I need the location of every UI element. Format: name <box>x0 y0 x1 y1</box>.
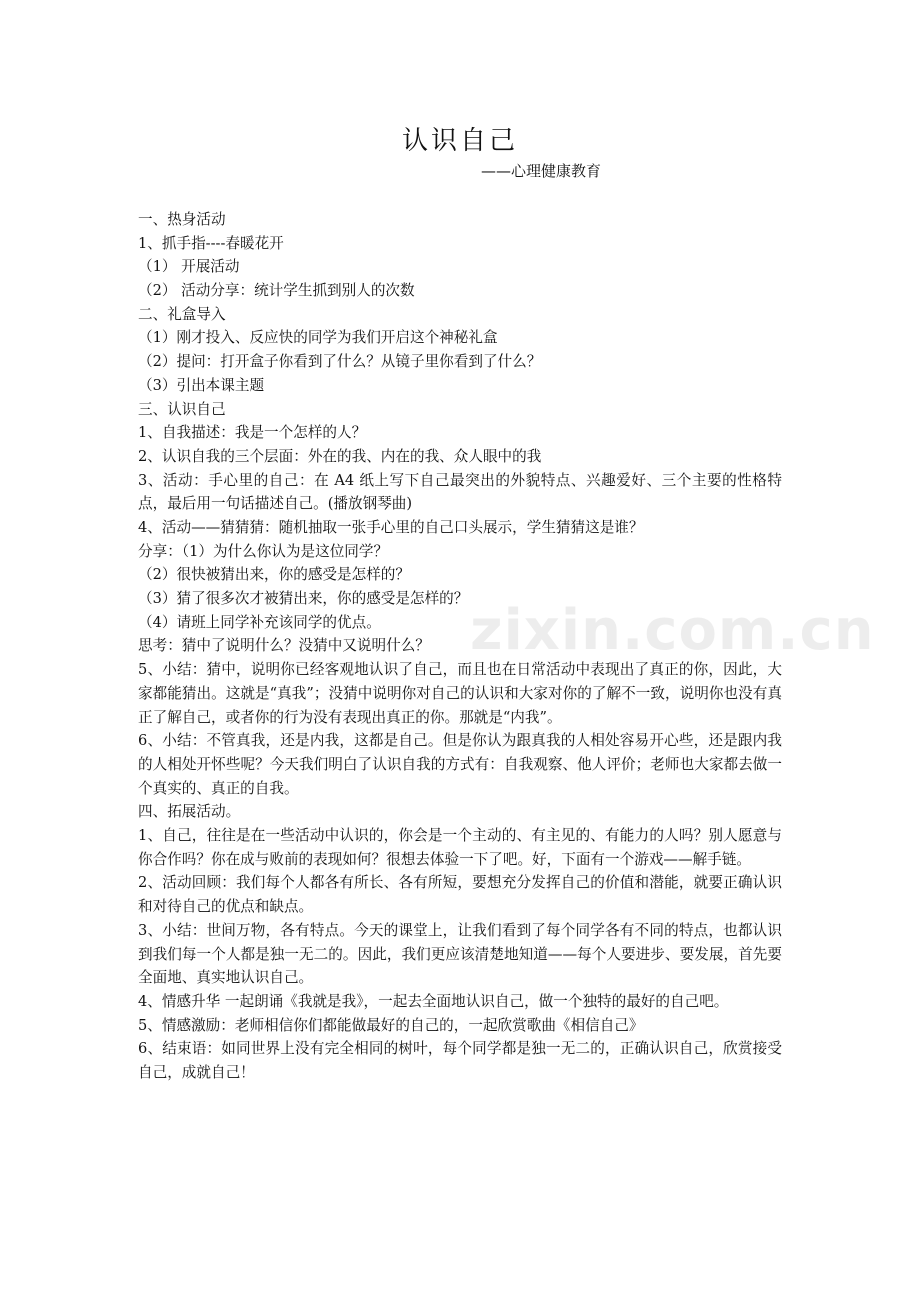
text-line: 分享：（1）为什么你认为是这位同学？ <box>138 542 389 560</box>
text-line: （3）猜了很多次才被猜出来，你的感受是怎样的？ <box>138 590 469 608</box>
paragraph: 3、小结：世间万物，各有特点。今天的课堂上，让我们看到了每个同学各有不同的特点，也都认识到我们每一个人都是独一无二的。因此，我们更应该清楚地知道——每个人要进步、要发展，首先要全面地、真实地认识自己。 <box>138 921 782 987</box>
paragraph: 6、小结：不管真我，还是内我，这都是自己。但是你认为跟真我的人相处容易开心些，还是跟内我的人相处开怀些呢？今天我们明白了认识自我的方式有：自我观察、他人评价；老师也大家都去做一个真实的、真正的自我。 <box>138 732 782 797</box>
document-title: 认识自己 <box>401 126 518 156</box>
text-line: 1、自我描述：我是一个怎样的人？ <box>138 424 367 442</box>
section-heading: 二、礼盒导入 <box>138 305 226 323</box>
text-line: （3）引出本课主题 <box>138 376 265 394</box>
paragraph: 5、情感激励：老师相信你们都能做最好的自己的，一起欣赏歌曲《相信自己》 <box>138 1016 644 1034</box>
text-line: （2） 活动分享：统计学生抓到别人的次数 <box>138 282 415 300</box>
document-body <box>138 208 782 1085</box>
paragraph: 3、活动：手心里的自己：在 A4 纸上写下自己最突出的外貌特点、兴趣爱好、三个主要的性格特点，最后用一句话描述自己。(播放钢琴曲) <box>138 471 782 513</box>
section-heading: 三、认识自己 <box>138 400 226 418</box>
section-heading: 一、热身活动 <box>138 211 226 228</box>
paragraph: 4、情感升华 一起朗诵《我就是我》，一起去全面地认识自己，做一个独特的最好的自己吧。 <box>138 992 729 1010</box>
paragraph: 2、活动回顾：我们每个人都各有所长、各有所短，要想充分发挥自己的价值和潜能，就要正确认识和对待自己的优点和缺点。 <box>138 874 782 916</box>
document-subtitle: ——心理健康教育 <box>481 162 602 180</box>
paragraph: 6、结束语：如同世界上没有完全相同的树叶，每个同学都是独一无二的，正确认识自己，欣赏接受自己，成就自己！ <box>138 1040 782 1082</box>
text-line: （2）提问：打开盒子你看到了什么？从镜子里你看到了什么？ <box>138 353 542 371</box>
text-line: 4、活动——猜猜猜：随机抽取一张手心里的自己口头展示，学生猜猜这是谁？ <box>138 518 644 536</box>
text-line: （1） 开展活动 <box>138 258 240 276</box>
text-line: 1、抓手指----春暖花开 <box>138 234 284 252</box>
watermark: zixin.com.cn <box>470 598 875 663</box>
paragraph: 5、小结：猜中，说明你已经客观地认识了自己，而且也在日常活动中表现出了真正的你，因此，大家都能猜出。这就是“真我”；没猜中说明你对自己的认识和大家对你的了解不一致，说明你也没有真正了解自己，或者你的行为没有表现出真正的你。那就是“内我”。 <box>138 661 782 726</box>
section-heading: 四、拓展活动。 <box>138 803 241 821</box>
paragraph: 1、自己，往往是在一些活动中认识的，你会是一个主动的、有主见的、有能力的人吗？别人愿意与你合作吗？你在成与败前的表现如何？很想去体验一下了吧。好，下面有一个游戏——解手链。 <box>138 827 782 868</box>
text-line: 思考：猜中了说明什么？没猜中又说明什么？ <box>138 637 430 655</box>
text-line: （1）刚才投入、反应快的同学为我们开启这个神秘礼盒 <box>138 329 498 347</box>
text-line: （4）请班上同学补充该同学的优点。 <box>138 613 381 631</box>
text-line: （2）很快被猜出来，你的感受是怎样的？ <box>138 566 410 584</box>
text-line: 2、认识自我的三个层面：外在的我、内在的我、众人眼中的我 <box>138 447 542 465</box>
